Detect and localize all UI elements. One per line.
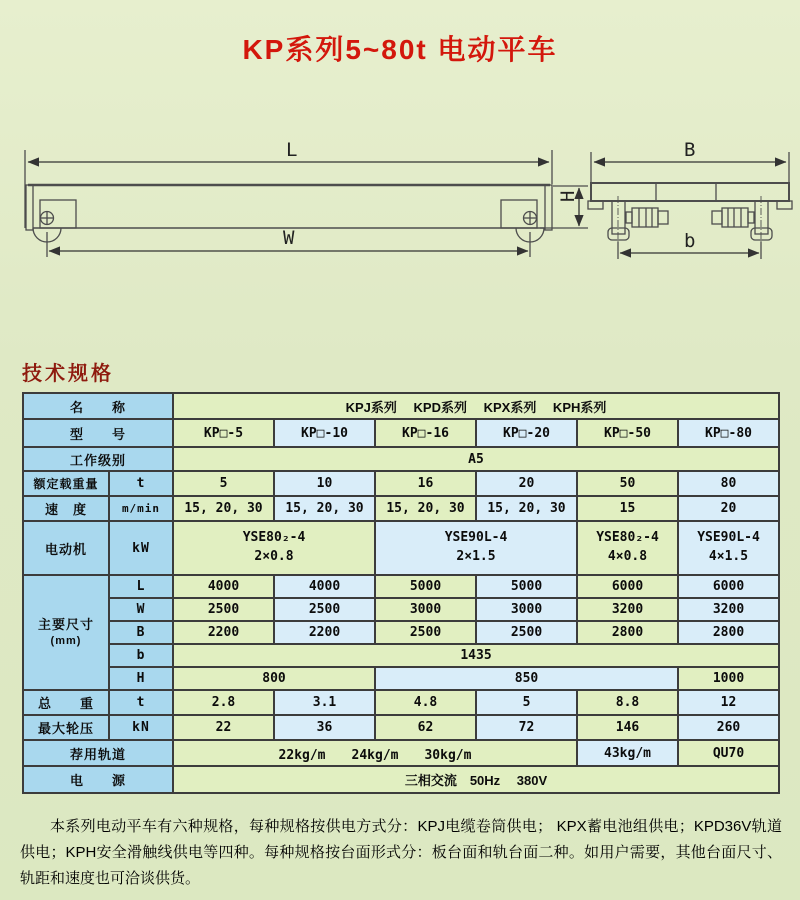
row-label-rail: 荐用轨道 bbox=[23, 740, 173, 766]
cell-dim: 2500 bbox=[173, 598, 274, 621]
cell-dim: 3200 bbox=[678, 598, 779, 621]
motor-cap-left bbox=[658, 211, 668, 224]
motor-shaft-right bbox=[748, 212, 754, 223]
cell-dim: 2800 bbox=[577, 621, 678, 644]
motor-shaft-left bbox=[626, 212, 632, 223]
section-heading: 技术规格 bbox=[22, 363, 114, 385]
row-unit-wheel-load: kN bbox=[109, 715, 173, 740]
cell-wheel-load: 36 bbox=[274, 715, 375, 740]
table-row-load bbox=[23, 471, 779, 496]
row-unit-weight: t bbox=[109, 690, 173, 715]
footer-paragraph: 本系列电动平车有六种规格，每种规格按供电方式分：KPJ电缆卷筒供电； KPX蓄电池组供电；KPD36V轨道供电；KPH安全滑触线供电等四种。每种规格按台面形式分：板台面和轨台面二种。如用户需要，其他台面尺寸、轨距和速度也可洽谈供货。 bbox=[20, 818, 782, 887]
row-unit-load: t bbox=[109, 471, 173, 496]
cell-speed: 20 bbox=[678, 496, 779, 521]
cell-motor bbox=[678, 521, 779, 575]
table-row-dim-b bbox=[23, 644, 779, 667]
cell-wheel-load: 72 bbox=[476, 715, 577, 740]
side-frame-right bbox=[755, 201, 768, 234]
deck-edge-left bbox=[588, 201, 603, 209]
deck-edge-right bbox=[777, 201, 792, 209]
cell-dim: 2500 bbox=[375, 621, 476, 644]
motor-model: YSE90L-4 bbox=[444, 530, 508, 546]
platform-end-plate-right bbox=[545, 185, 552, 230]
cell-model: KP□-10 bbox=[274, 419, 375, 447]
cell-dim: 800 bbox=[173, 667, 375, 690]
dim-key: H bbox=[109, 667, 173, 690]
cell-speed: 15, 20, 30 bbox=[173, 496, 274, 521]
row-label-load: 额定载重量 bbox=[23, 471, 109, 496]
cell-model: KP□-16 bbox=[375, 419, 476, 447]
table-row-dim-B bbox=[23, 621, 779, 644]
cell-dim: 6000 bbox=[577, 575, 678, 598]
cell-power: 三相交流 50Hz 380V bbox=[173, 766, 779, 793]
motor-power: 4×1.5 bbox=[708, 549, 749, 564]
cell-load: 5 bbox=[173, 471, 274, 496]
row-label-grade: 工作级别 bbox=[23, 447, 173, 471]
cell-grade: A5 bbox=[173, 447, 779, 471]
cell-series: KPJ系列 KPD系列 KPX系列 KPH系列 bbox=[173, 393, 779, 419]
row-label-wheel-load: 最大轮压 bbox=[23, 715, 109, 740]
row-label-model: 型 号 bbox=[23, 419, 173, 447]
table-row-weight bbox=[23, 690, 779, 715]
cell-model: KP□-80 bbox=[678, 419, 779, 447]
row-label-weight: 总 重 bbox=[23, 690, 109, 715]
cell-load: 80 bbox=[678, 471, 779, 496]
cell-dim: 850 bbox=[375, 667, 678, 690]
motor-power: 2×0.8 bbox=[254, 549, 294, 564]
motor-model: YSE80₂-4 bbox=[596, 530, 659, 546]
cell-rail: 22kg/m 24kg/m 30kg/m bbox=[173, 740, 577, 766]
dims-unit-note: (mm) bbox=[50, 634, 82, 647]
table-row-motor bbox=[23, 521, 779, 575]
cell-weight: 5 bbox=[476, 690, 577, 715]
table-row-speed bbox=[23, 496, 779, 521]
spec-table bbox=[22, 392, 780, 794]
cell-model: KP□-20 bbox=[476, 419, 577, 447]
cell-model: KP□-50 bbox=[577, 419, 678, 447]
cell-dim: 5000 bbox=[476, 575, 577, 598]
cell-dim: 5000 bbox=[375, 575, 476, 598]
table-row-dim-W bbox=[23, 598, 779, 621]
motor-power: 4×0.8 bbox=[607, 549, 648, 564]
side-frame-left bbox=[612, 201, 625, 234]
motor-cap-right bbox=[712, 211, 722, 224]
motor-body-left bbox=[632, 208, 658, 227]
cell-motor bbox=[173, 521, 375, 575]
dim-label-H: H bbox=[557, 190, 579, 202]
dim-key: b bbox=[109, 644, 173, 667]
dim-label-W: W bbox=[283, 227, 295, 249]
cell-load: 10 bbox=[274, 471, 375, 496]
cell-weight: 2.8 bbox=[173, 690, 274, 715]
page-title: KP系列5~80t 电动平车 bbox=[242, 34, 558, 65]
cell-wheel-load: 260 bbox=[678, 715, 779, 740]
cell-dim: 3000 bbox=[375, 598, 476, 621]
dim-label-B: B bbox=[684, 139, 696, 161]
cell-load: 20 bbox=[476, 471, 577, 496]
cell-speed: 15, 20, 30 bbox=[476, 496, 577, 521]
cell-wheel-load: 146 bbox=[577, 715, 678, 740]
cell-dim: 2800 bbox=[678, 621, 779, 644]
motor-body-right bbox=[722, 208, 748, 227]
cell-motor bbox=[577, 521, 678, 575]
cell-load: 50 bbox=[577, 471, 678, 496]
table-row-grade bbox=[23, 447, 779, 471]
dim-key: W bbox=[109, 598, 173, 621]
technical-drawing bbox=[0, 128, 800, 283]
table-row-dim-L bbox=[23, 575, 779, 598]
table-row-power bbox=[23, 766, 779, 793]
cell-dim: 2200 bbox=[173, 621, 274, 644]
table-row-name bbox=[23, 393, 779, 419]
cell-weight: 3.1 bbox=[274, 690, 375, 715]
dim-label-b: b bbox=[684, 230, 696, 252]
platform-deck-end bbox=[591, 183, 789, 201]
platform-end-plate-left bbox=[26, 185, 33, 230]
table-row-rail bbox=[23, 740, 779, 766]
cell-dim: 2500 bbox=[476, 621, 577, 644]
cell-dim: 3200 bbox=[577, 598, 678, 621]
cell-load: 16 bbox=[375, 471, 476, 496]
cell-weight: 4.8 bbox=[375, 690, 476, 715]
side-view bbox=[25, 150, 588, 257]
motor-model: YSE90L-4 bbox=[697, 530, 760, 546]
cell-dim: 1000 bbox=[678, 667, 779, 690]
cell-speed: 15, 20, 30 bbox=[375, 496, 476, 521]
table-row-wheel-load bbox=[23, 715, 779, 740]
row-unit-motor: kW bbox=[109, 521, 173, 575]
dim-key: L bbox=[109, 575, 173, 598]
table-row-model bbox=[23, 419, 779, 447]
table-row-dim-H bbox=[23, 667, 779, 690]
row-label-dims bbox=[23, 575, 109, 690]
cell-dim: 2200 bbox=[274, 621, 375, 644]
cell-weight: 8.8 bbox=[577, 690, 678, 715]
cell-motor bbox=[375, 521, 577, 575]
cell-dim: 6000 bbox=[678, 575, 779, 598]
cell-model: KP□-5 bbox=[173, 419, 274, 447]
cell-dim: 2500 bbox=[274, 598, 375, 621]
cell-dim: 4000 bbox=[274, 575, 375, 598]
cell-rail: 43kg/m bbox=[577, 740, 678, 766]
cell-dim: 4000 bbox=[173, 575, 274, 598]
cell-weight: 12 bbox=[678, 690, 779, 715]
cell-speed: 15, 20, 30 bbox=[274, 496, 375, 521]
motor-power: 2×1.5 bbox=[456, 549, 496, 564]
cell-wheel-load: 62 bbox=[375, 715, 476, 740]
dim-label-L: L bbox=[286, 139, 298, 161]
row-label-motor: 电动机 bbox=[23, 521, 109, 575]
cell-speed: 15 bbox=[577, 496, 678, 521]
dims-label-text: 主要尺寸 bbox=[37, 616, 94, 632]
motor-model: YSE80₂-4 bbox=[242, 530, 306, 546]
cell-dim: 3000 bbox=[476, 598, 577, 621]
cell-wheel-load: 22 bbox=[173, 715, 274, 740]
cell-rail: QU70 bbox=[678, 740, 779, 766]
dim-key: B bbox=[109, 621, 173, 644]
row-label-name: 名 称 bbox=[23, 393, 173, 419]
row-label-speed: 速 度 bbox=[23, 496, 109, 521]
row-label-power: 电 源 bbox=[23, 766, 173, 793]
row-unit-speed: m/min bbox=[109, 496, 173, 521]
cell-dim: 1435 bbox=[173, 644, 779, 667]
